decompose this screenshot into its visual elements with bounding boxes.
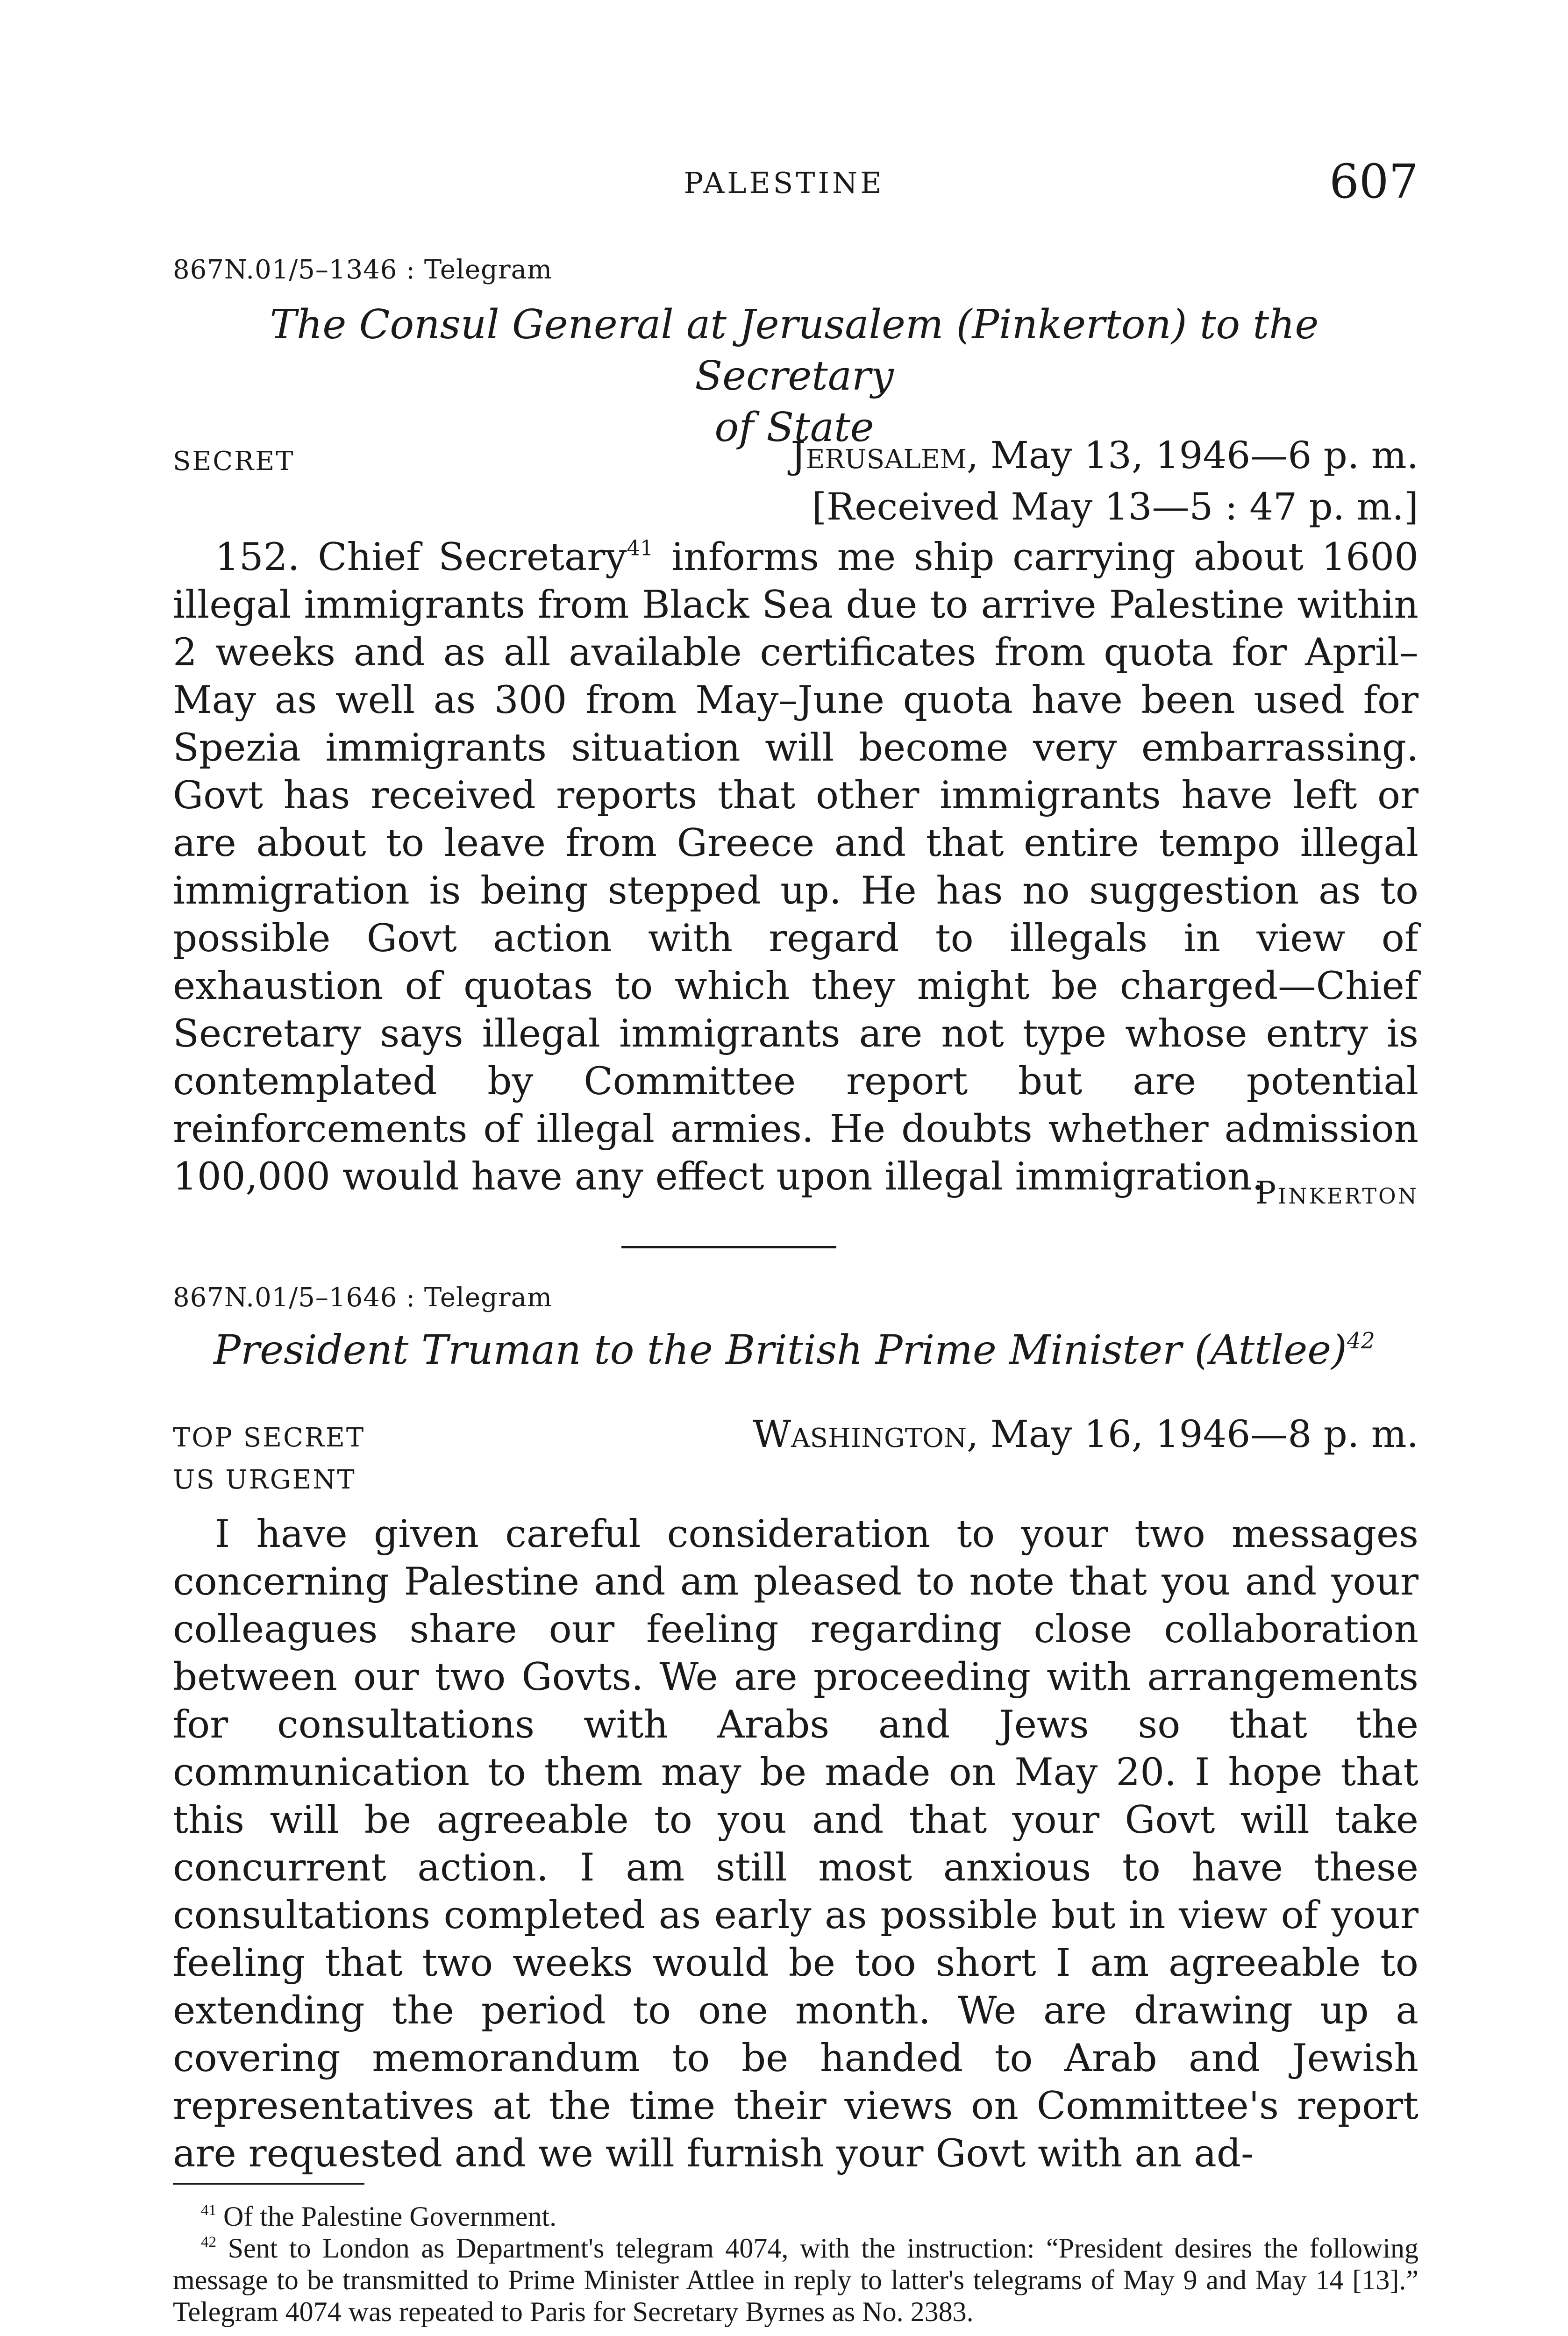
- footnote-42-text: Sent to London as Department's telegram 4074, with the instruction: “President desires the following message to be transmitted to Prime Minister Attlee in reply to latter's telegrams of May 9 and May 14 [13].” Telegram 4074 was repeated to Paris for Secretary Byrnes as No. 2383.: [173, 2233, 1418, 2327]
- file-reference-1: 867N.01/5–1346 : Telegram: [173, 255, 553, 285]
- body-1-rest: informs me ship carrying about 1600 illegal immigrants from Black Sea due to arrive Palestine within 2 weeks and as all available certificates from quota for April–May as well as 300 from May–June quota have been used for Spezia immigrants situation will become very embarrassing. Govt has received reports that other immigrants have left or are about to leave from Greece and that entire tempo illegal immigration is being stepped up. He has no suggestion as to possible Govt action with regard to illegals in view of exhaustion of quotas to which they might be charged—Chief Secretary says illegal immigrants are not type whose entry is contemplated by Committee report but are potential reinforcements of illegal armies. He doubts whether admission 100,000 would have any effect upon illegal immigration.: [173, 535, 1418, 1199]
- telegram-body-2: I have given careful consideration to your two messages concerning Palestine and am pleased to note that you and your colleagues share our feeling regarding close collaboration between our two Govts. We are proceeding with arrangements for consultations with Arabs and Jews so that the communication to them may be made on May 20. I hope that this will be agreeable to you and that your Govt will take concurrent action. I am still most anxious to have these consultations completed as early as possible but in view of your feeling that two weeks would be too short I am agreeable to extending the period to one month. We are drawing up a covering memorandum to be handed to Arab and Jewish representatives at the time their views on Committee's report are requested and we will furnish your Govt with an ad-: [173, 1512, 1418, 2176]
- classification-2b: US URGENT: [173, 1465, 356, 1495]
- received-line: [Received May 13—5 : 47 p. m.]: [812, 485, 1418, 528]
- footnote-rule: [173, 2183, 364, 2185]
- page-number: 607: [1329, 154, 1418, 209]
- body-1-start: 152. Chief Secretary: [215, 535, 627, 579]
- file-reference-2: 867N.01/5–1646 : Telegram: [173, 1282, 553, 1313]
- footnote-41-text: Of the Palestine Government.: [216, 2201, 557, 2232]
- dateline-1: [624, 430, 1418, 533]
- dateline-2-place: Washington: [752, 1412, 967, 1456]
- document-heading-2: [173, 1325, 1416, 1376]
- footnotes: [173, 2201, 1418, 2328]
- footnote-ref-42: 42: [1347, 1328, 1375, 1354]
- heading-1-line2: of State: [714, 404, 874, 451]
- dateline-1-place: Jerusalem: [791, 434, 967, 477]
- footnote-ref-41: 41: [627, 535, 654, 561]
- telegram-body-1: [173, 534, 1418, 1201]
- footnote-41-number: 41: [201, 2201, 216, 2219]
- dateline-2: [624, 1409, 1418, 1460]
- dateline-1-date: , May 13, 1946—6 p. m.: [966, 434, 1418, 477]
- classification-2a: TOP SECRET: [173, 1423, 365, 1453]
- classification-1: SECRET: [173, 446, 295, 477]
- heading-2-text: President Truman to the British Prime Minister (Attlee): [214, 1327, 1347, 1374]
- dateline-1-line1: [624, 430, 1418, 481]
- footnote-42-number: 42: [201, 2233, 216, 2251]
- footnote-41: [173, 2201, 1418, 2232]
- signature-pinkerton: Pinkerton: [1255, 1175, 1418, 1211]
- section-divider: [621, 1246, 836, 1248]
- heading-1-line1: The Consul General at Jerusalem (Pinkerton) to the Secretary: [270, 301, 1319, 399]
- footnote-42: [173, 2232, 1418, 2328]
- running-head: PALESTINE: [684, 166, 884, 200]
- dateline-2-date: , May 16, 1946—8 p. m.: [966, 1412, 1418, 1456]
